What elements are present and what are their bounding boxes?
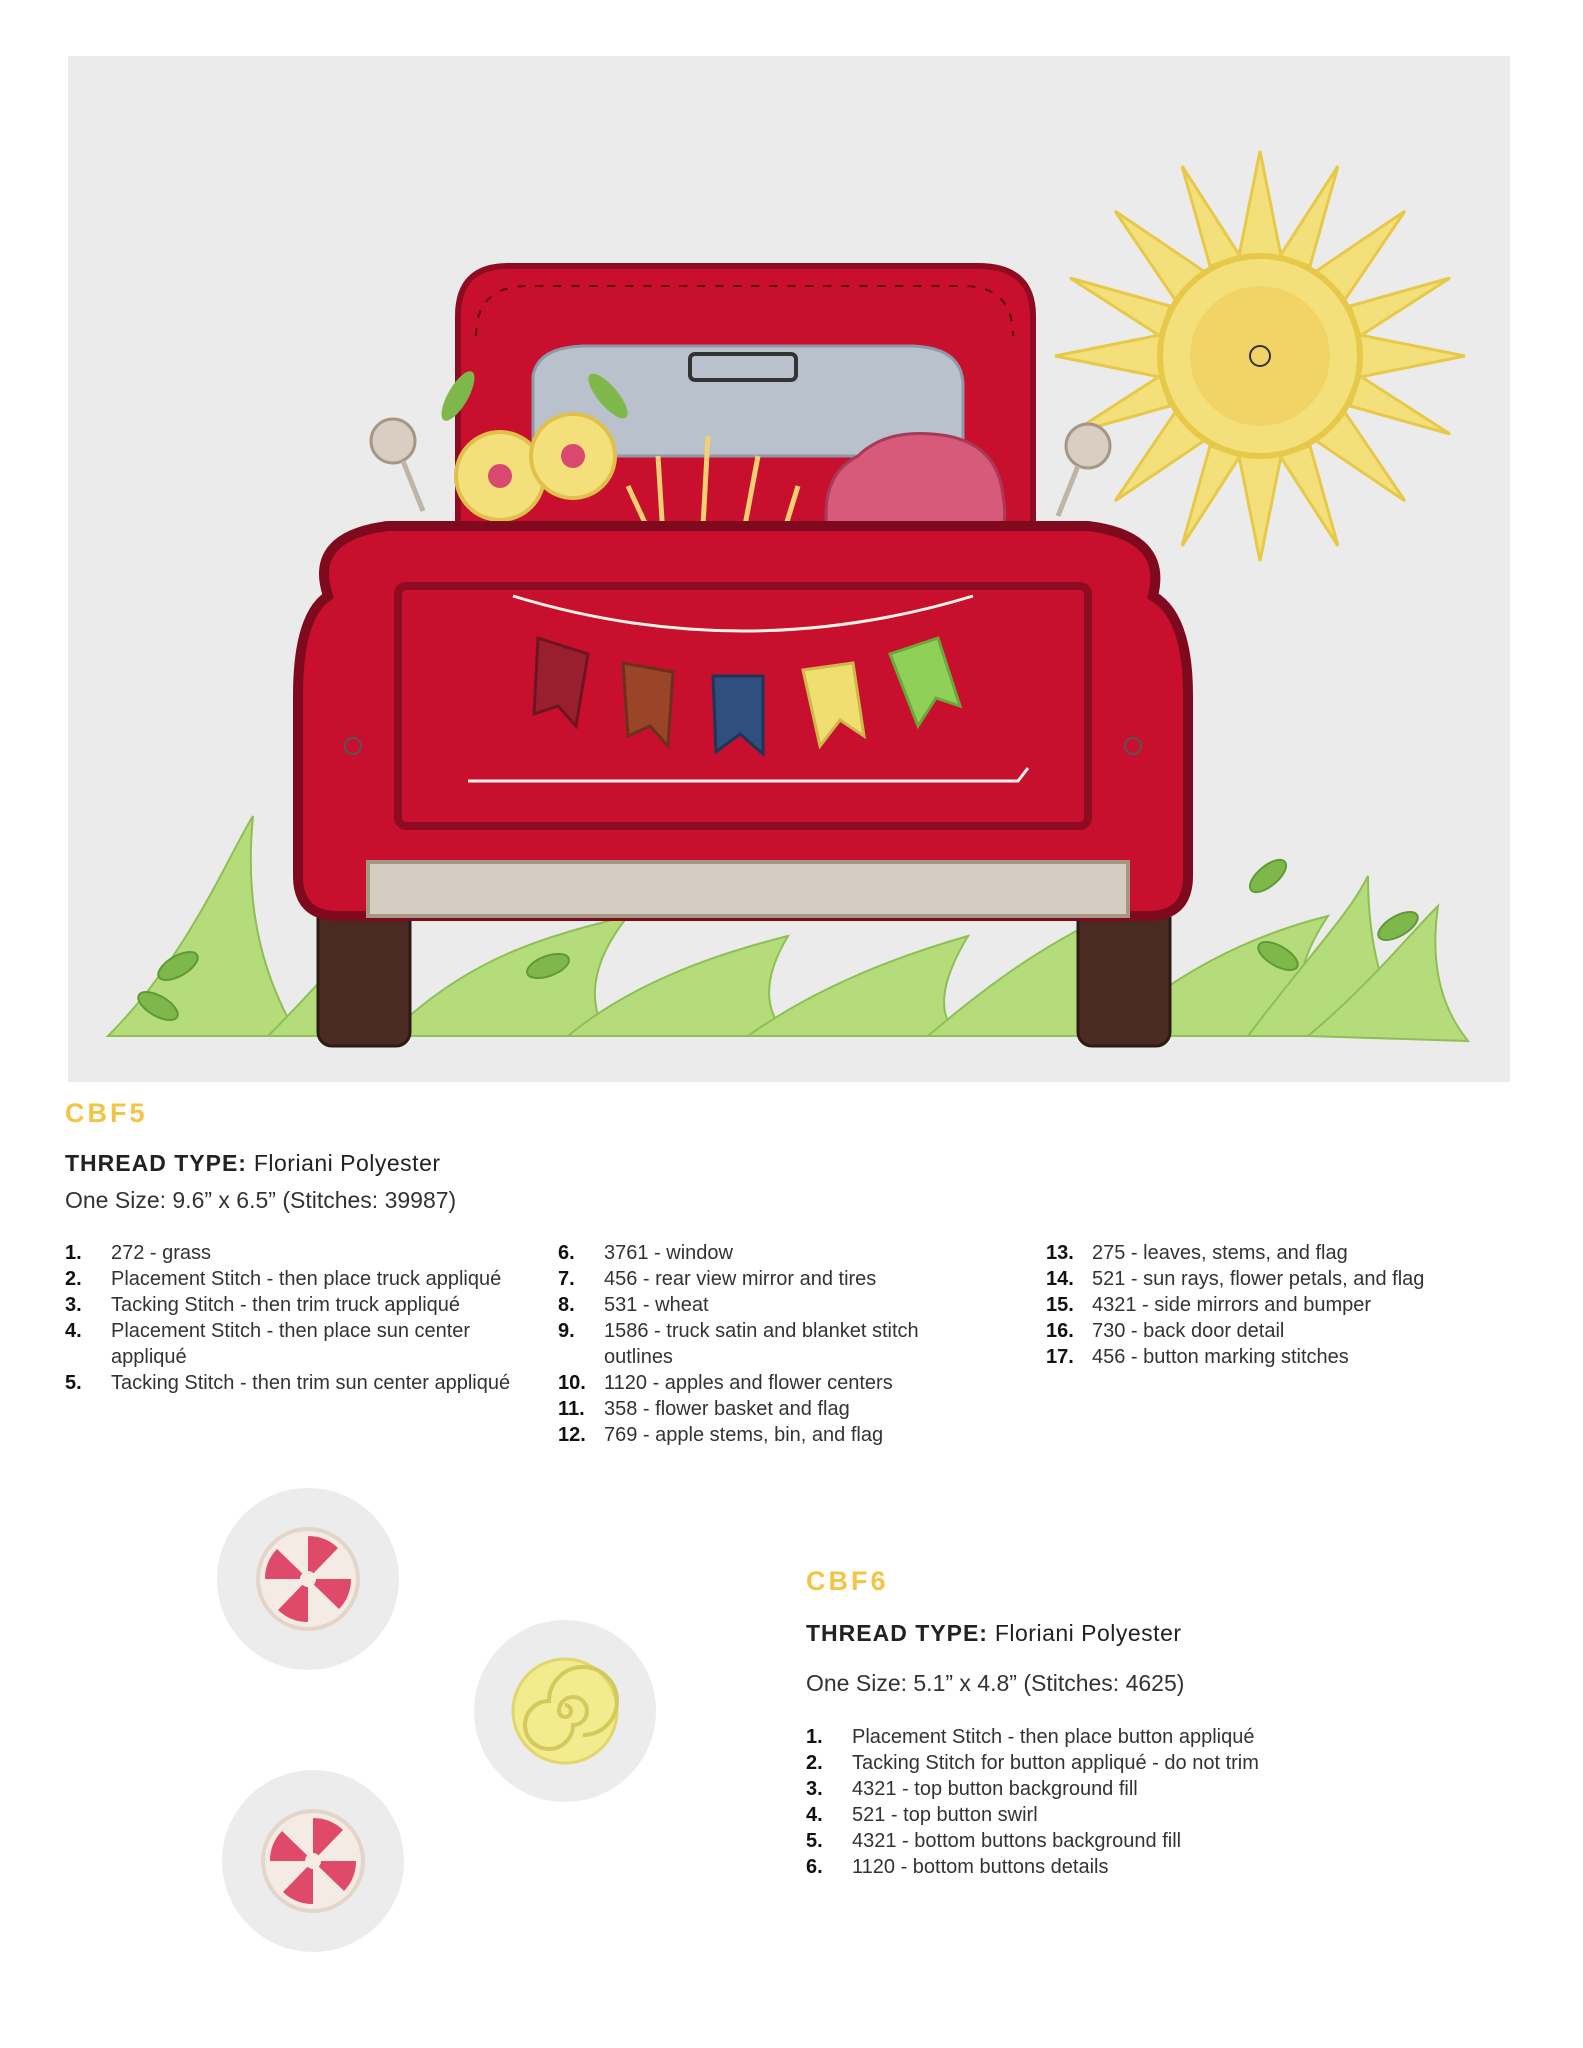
list-item: 13. 275 - leaves, stems, and flag <box>1046 1242 1348 1264</box>
list-item: 1. Placement Stitch - then place button appliqué <box>806 1726 1255 1748</box>
list-item: 6. 1120 - bottom buttons details <box>806 1856 1109 1878</box>
list-item: 17. 456 - button marking stitches <box>1046 1346 1349 1368</box>
swirl-button <box>474 1620 656 1802</box>
steps-list-cbf5-col1 <box>65 1240 515 1396</box>
list-item: 9. 1586 - truck satin and blanket stitch outlines <box>558 1320 919 1368</box>
thread-type-value: Floriani Polyester <box>253 1150 441 1176</box>
truck-illustration <box>68 56 1510 1082</box>
list-item: 8. 531 - wheat <box>558 1294 709 1316</box>
steps-list-cbf6 <box>806 1724 1446 1880</box>
list-item: 11. 358 - flower basket and flag <box>558 1398 850 1420</box>
thread-type-cbf5 <box>65 1150 441 1177</box>
list-item: 6. 3761 - window <box>558 1242 733 1264</box>
size-cbf6: One Size: 5.1” x 4.8” (Stitches: 4625) <box>806 1670 1185 1696</box>
steps-list-cbf5-col2 <box>558 1240 978 1448</box>
truck-embroidery-photo <box>68 56 1510 1082</box>
list-item: 5. 4321 - bottom buttons background fill <box>806 1830 1182 1852</box>
list-item: 3. Tacking Stitch - then trim truck appliqué <box>65 1294 461 1316</box>
bumper <box>368 862 1128 916</box>
list-item: 15. 4321 - side mirrors and bumper <box>1046 1294 1372 1316</box>
list-item: 1. 272 - grass <box>65 1242 212 1264</box>
thread-type-label: THREAD TYPE: <box>65 1150 247 1176</box>
list-item: 4. Placement Stitch - then place sun center appliqué <box>65 1320 471 1368</box>
list-item: 10. 1120 - apples and flower centers <box>558 1372 893 1394</box>
list-item: 5. Tacking Stitch - then trim sun center appliqué <box>65 1372 511 1394</box>
peppermint-button-top <box>217 1488 399 1670</box>
list-item: 12. 769 - apple stems, bin, and flag <box>558 1424 884 1446</box>
list-item: 3. 4321 - top button background fill <box>806 1778 1138 1800</box>
design-code-cbf6: CBF6 <box>806 1566 889 1596</box>
design-code-cbf5: CBF5 <box>65 1098 148 1128</box>
list-item: 2. Placement Stitch - then place truck appliqué <box>65 1268 502 1290</box>
sun-graphic <box>1055 151 1465 561</box>
thread-type-value: Floriani Polyester <box>994 1620 1182 1646</box>
list-item: 7. 456 - rear view mirror and tires <box>558 1268 877 1290</box>
peppermint-button-bottom <box>222 1770 404 1952</box>
thread-type-cbf6 <box>806 1620 1182 1647</box>
size-cbf5: One Size: 9.6” x 6.5” (Stitches: 39987) <box>65 1187 457 1213</box>
list-item: 16. 730 - back door detail <box>1046 1320 1285 1342</box>
thread-type-label: THREAD TYPE: <box>806 1620 988 1646</box>
list-item: 4. 521 - top button swirl <box>806 1804 1038 1826</box>
list-item: 2. Tacking Stitch for button appliqué - do not trim <box>806 1752 1259 1774</box>
steps-list-cbf5-col3 <box>1046 1240 1516 1370</box>
list-item: 14. 521 - sun rays, flower petals, and flag <box>1046 1268 1425 1290</box>
